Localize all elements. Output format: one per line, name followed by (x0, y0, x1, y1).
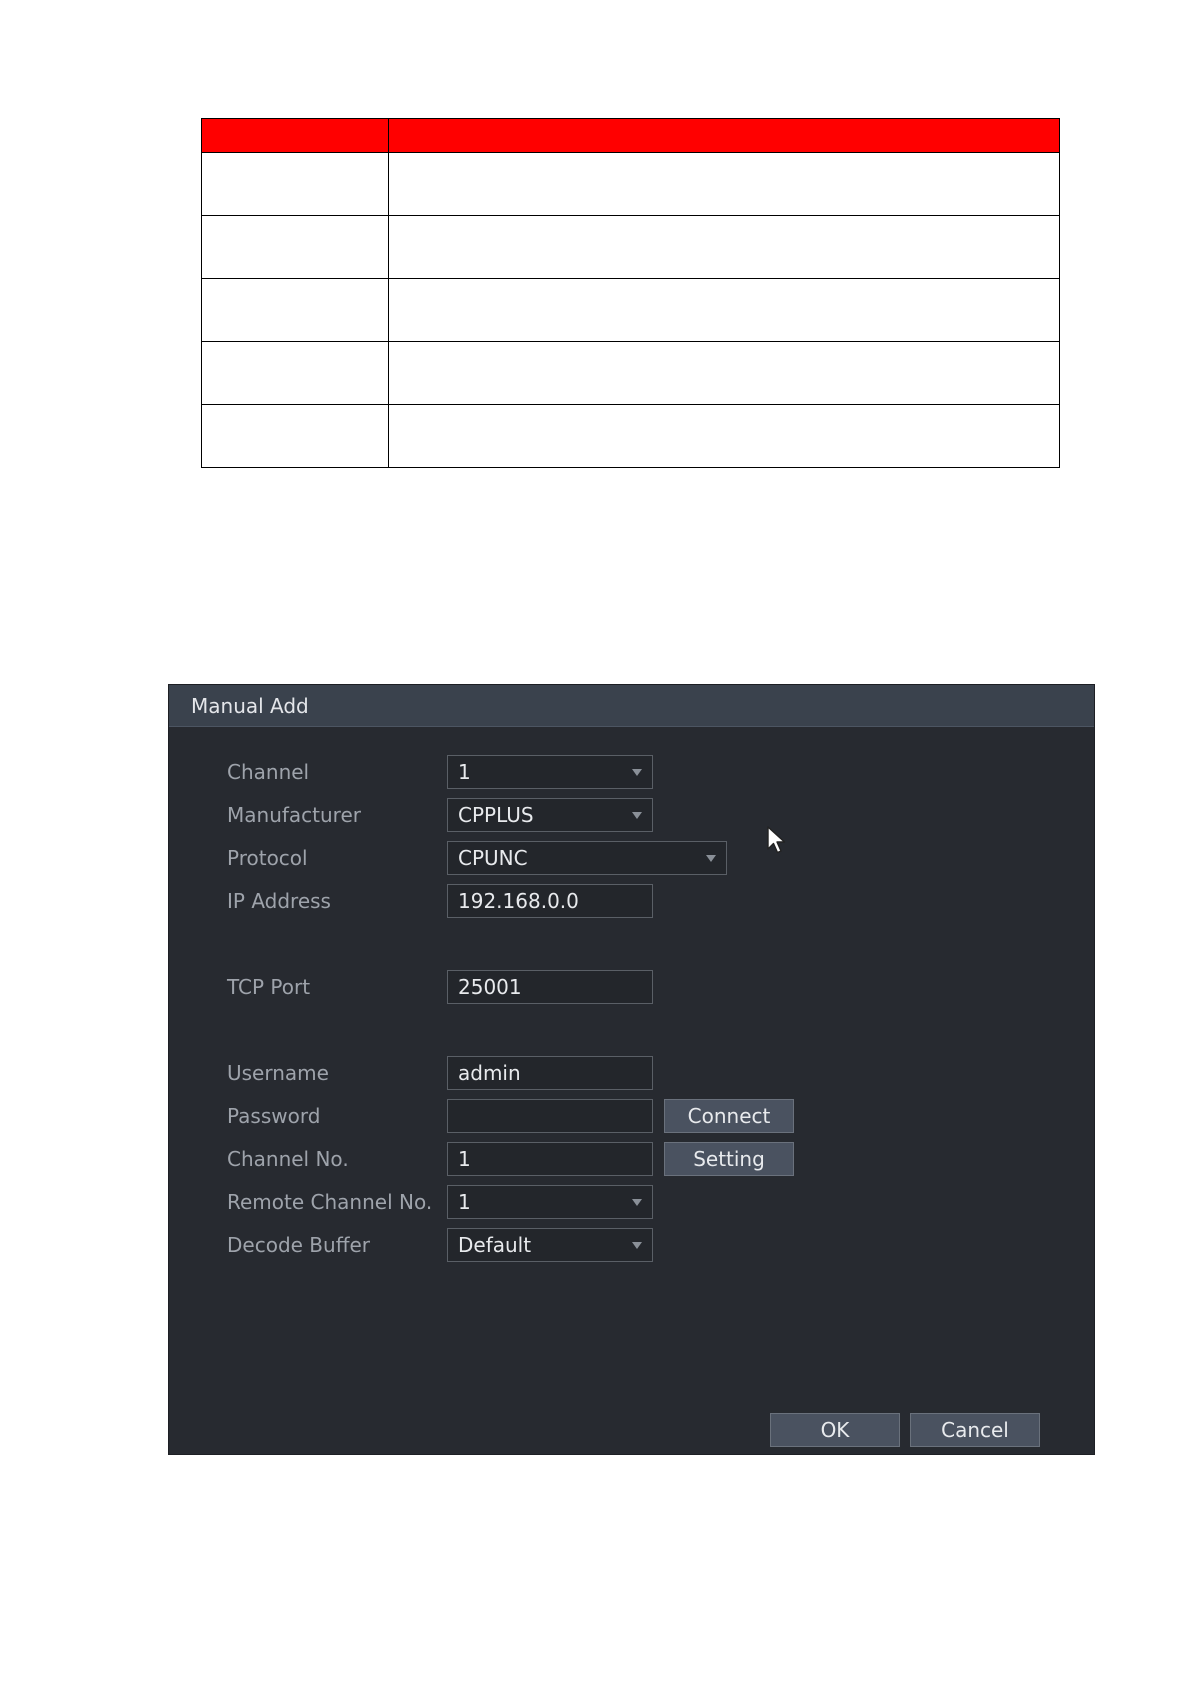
username-label: Username (227, 1061, 329, 1085)
connect-button[interactable]: Connect (664, 1099, 794, 1133)
manufacturer-value: CPPLUS (458, 803, 534, 827)
table-cell (389, 342, 1060, 405)
table-cell (389, 216, 1060, 279)
remote-channel-no-select[interactable] (447, 1185, 653, 1219)
manual-add-dialog (169, 685, 1094, 1454)
decode-buffer-label: Decode Buffer (227, 1233, 370, 1257)
cancel-button[interactable]: Cancel (910, 1413, 1040, 1447)
chevron-down-icon[interactable] (632, 812, 642, 819)
chevron-down-icon[interactable] (632, 769, 642, 776)
ip-address-input[interactable] (447, 884, 653, 918)
table-cell (202, 405, 389, 468)
tcp-port-row (169, 970, 1094, 1004)
table-cell (202, 279, 389, 342)
table-row (202, 279, 1060, 342)
table-cell (389, 279, 1060, 342)
channel-no-row (169, 1142, 1094, 1176)
mouse-pointer-icon (766, 825, 788, 855)
table-cell (202, 153, 389, 216)
setting-button[interactable]: Setting (664, 1142, 794, 1176)
manufacturer-row (169, 798, 1094, 832)
ip-address-row (169, 884, 1094, 918)
manufacturer-select[interactable] (447, 798, 653, 832)
ip-address-label: IP Address (227, 889, 331, 913)
table-header-row (202, 119, 1060, 153)
decode-buffer-row (169, 1228, 1094, 1262)
table-row (202, 342, 1060, 405)
chevron-down-icon[interactable] (706, 855, 716, 862)
channel-no-input[interactable] (447, 1142, 653, 1176)
table-cell (202, 216, 389, 279)
remote-channel-no-label: Remote Channel No. (227, 1190, 433, 1214)
tcp-port-label: TCP Port (227, 975, 311, 999)
ip-address-value: 192.168.0.0 (458, 889, 579, 913)
ok-button[interactable]: OK (770, 1413, 900, 1447)
channel-no-label: Channel No. (227, 1147, 349, 1171)
channel-value: 1 (458, 760, 471, 784)
tcp-port-value: 25001 (458, 975, 522, 999)
parameter-table (201, 118, 1060, 468)
username-input[interactable] (447, 1056, 653, 1090)
dialog-titlebar[interactable] (169, 685, 1094, 727)
chevron-down-icon[interactable] (632, 1199, 642, 1206)
manufacturer-label: Manufacturer (227, 803, 361, 827)
decode-buffer-value: Default (458, 1233, 532, 1257)
channel-select[interactable] (447, 755, 653, 789)
table-header-cell (202, 119, 389, 153)
remote-channel-no-value: 1 (458, 1190, 471, 1214)
password-input[interactable] (447, 1099, 653, 1133)
chevron-down-icon[interactable] (632, 1242, 642, 1249)
table-header-cell (389, 119, 1060, 153)
table-row (202, 405, 1060, 468)
protocol-row (169, 841, 1094, 875)
table-row (202, 153, 1060, 216)
channel-label: Channel (227, 760, 310, 784)
decode-buffer-select[interactable] (447, 1228, 653, 1262)
password-row (169, 1099, 1094, 1133)
protocol-select[interactable] (447, 841, 727, 875)
protocol-value: CPUNC (458, 846, 528, 870)
username-value: admin (458, 1061, 521, 1085)
password-label: Password (227, 1104, 321, 1128)
table-cell (389, 153, 1060, 216)
username-row (169, 1056, 1094, 1090)
channel-no-value: 1 (458, 1147, 471, 1171)
remote-channel-no-row (169, 1185, 1094, 1219)
table-row (202, 216, 1060, 279)
protocol-label: Protocol (227, 846, 308, 870)
table-cell (389, 405, 1060, 468)
channel-row (169, 755, 1094, 789)
dialog-title: Manual Add (191, 693, 309, 718)
tcp-port-input[interactable] (447, 970, 653, 1004)
table-cell (202, 342, 389, 405)
